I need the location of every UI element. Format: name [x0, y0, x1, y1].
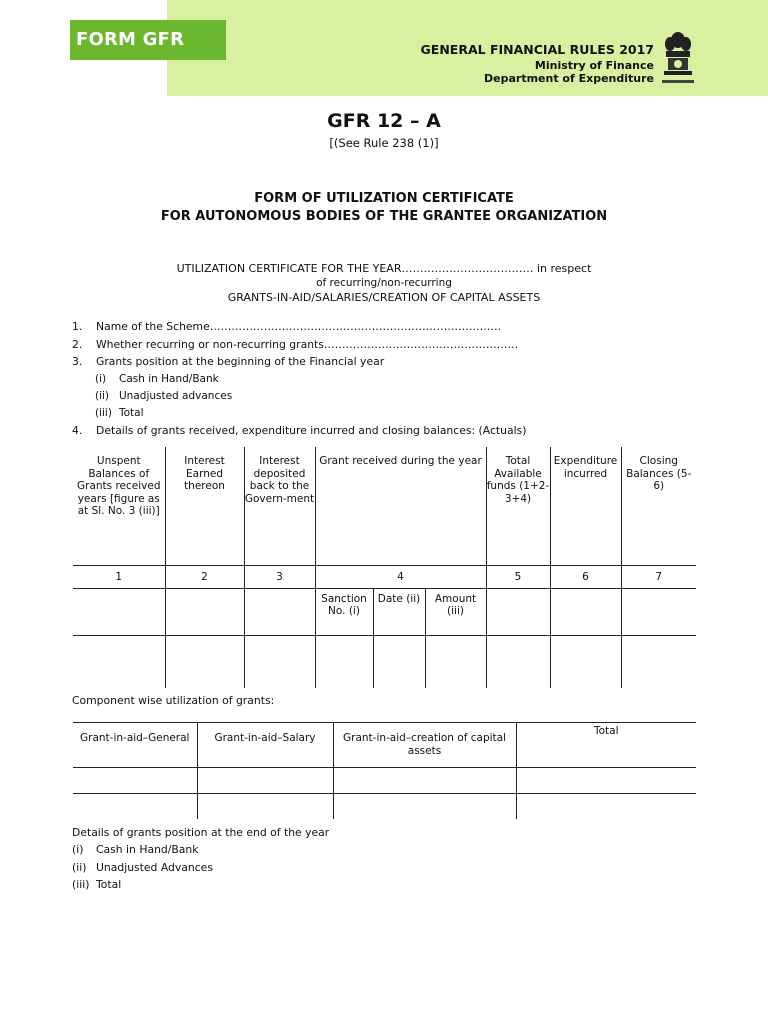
table-cell[interactable]: [197, 768, 333, 794]
list-item: 4. Details of grants received, expenditure incurred and closing balances: (Actuals): [72, 424, 527, 437]
list-item: 2. Whether recurring or non-recurring grants………………………………………………: [72, 338, 519, 351]
form-title-line-2: FOR AUTONOMOUS BODIES OF THE GRANTEE ORGANIZATION: [160, 209, 608, 224]
table-cell[interactable]: [73, 794, 197, 820]
sub-column-header: Date (ii): [373, 588, 425, 635]
end-position-title: Details of grants position at the end of the year: [72, 826, 330, 839]
column-header: Interest deposited back to the Govern-ment: [244, 447, 315, 565]
table-cell[interactable]: [244, 635, 315, 688]
table-cell[interactable]: [165, 588, 244, 635]
column-header: Grant-in-aid–Salary: [197, 723, 333, 768]
rules-title: GENERAL FINANCIAL RULES 2017: [420, 42, 654, 57]
table-cell[interactable]: [197, 794, 333, 820]
table-cell[interactable]: [315, 635, 373, 688]
list-item: 1. Name of the Scheme………………………………………………………………………: [72, 320, 502, 333]
list-item: (iii) Total: [95, 407, 144, 419]
table-cell[interactable]: [550, 635, 621, 688]
table-cell[interactable]: [373, 635, 425, 688]
table-cell[interactable]: [73, 588, 165, 635]
column-header: Grant-in-aid–General: [73, 723, 197, 768]
list-item: (ii) Unadjusted Advances: [72, 861, 213, 874]
table-cell[interactable]: [425, 635, 486, 688]
national-emblem-icon: [660, 30, 696, 92]
table-cell[interactable]: [73, 635, 165, 688]
certificate-grants-line: GRANTS-IN-AID/SALARIES/CREATION OF CAPITAL ASSETS: [227, 291, 541, 304]
column-number: 3: [244, 565, 315, 588]
table-cell[interactable]: [333, 794, 516, 820]
column-header: Unspent Balances of Grants received years [figure as at Sl. No. 3 (iii)]: [73, 447, 165, 565]
ministry-name: Ministry of Finance: [534, 59, 654, 72]
table-cell[interactable]: [550, 588, 621, 635]
component-title: Component wise utilization of grants:: [72, 694, 275, 707]
certificate-year-line: UTILIZATION CERTIFICATE FOR THE YEAR……………………………… in respect: [176, 262, 592, 275]
column-header: Grant-in-aid–creation of capital assets: [333, 723, 516, 768]
column-header: Total Available funds (1+2-3+4): [486, 447, 550, 565]
form-title-line-1: FORM OF UTILIZATION CERTIFICATE: [254, 191, 514, 206]
column-number: 5: [486, 565, 550, 588]
list-item: (ii) Unadjusted advances: [95, 390, 233, 402]
sub-column-header: Sanction No. (i): [315, 588, 373, 635]
form-code-title: GFR 12 – A: [327, 110, 441, 132]
column-number: 6: [550, 565, 621, 588]
table-cell[interactable]: [621, 635, 696, 688]
table-cell[interactable]: [621, 588, 696, 635]
column-header: Total: [516, 723, 696, 768]
table-cell[interactable]: [516, 794, 696, 820]
form-tab: FORM GFR 12A: [70, 20, 226, 60]
column-number: 7: [621, 565, 696, 588]
department-name: Department of Expenditure: [484, 72, 654, 85]
table-cell[interactable]: [516, 768, 696, 794]
list-item: (i) Cash in Hand/Bank: [95, 373, 219, 385]
table-cell[interactable]: [165, 635, 244, 688]
list-item: (iii) Total: [72, 878, 122, 891]
table-cell[interactable]: [486, 635, 550, 688]
column-header: Grant received during the year: [315, 447, 486, 565]
list-item: (i) Cash in Hand/Bank: [72, 843, 199, 856]
rule-reference: [(See Rule 238 (1)]: [329, 136, 439, 150]
list-item: 3. Grants position at the beginning of the Financial year: [72, 355, 385, 368]
column-number: 2: [165, 565, 244, 588]
column-header: Closing Balances (5-6): [621, 447, 696, 565]
column-header: Interest Earned thereon: [165, 447, 244, 565]
table-cell[interactable]: [333, 768, 516, 794]
sub-column-header: Amount (iii): [425, 588, 486, 635]
table-cell[interactable]: [244, 588, 315, 635]
certificate-recurring-line: of recurring/non-recurring: [316, 277, 452, 289]
component-utilization-table: [73, 722, 696, 819]
column-number: 4: [315, 565, 486, 588]
grants-details-table: [73, 447, 696, 688]
table-cell[interactable]: [486, 588, 550, 635]
column-header: Expenditure incurred: [550, 447, 621, 565]
table-cell[interactable]: [73, 768, 197, 794]
column-number: 1: [73, 565, 165, 588]
